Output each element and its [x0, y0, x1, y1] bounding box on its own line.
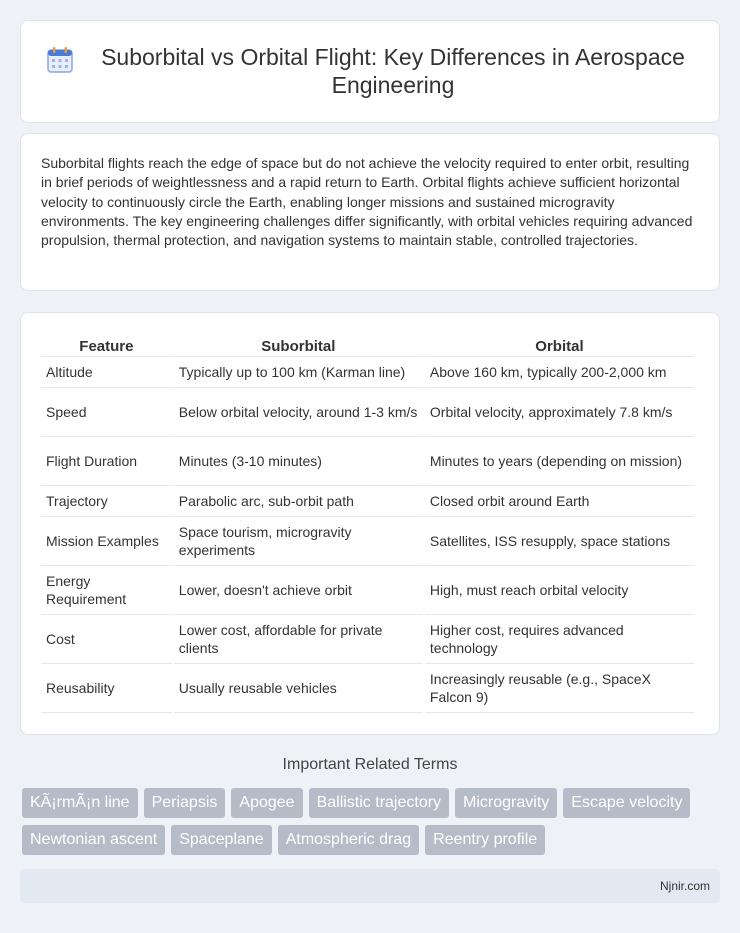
cell-orbital: High, must reach orbital velocity: [425, 566, 694, 615]
related-term-tag[interactable]: Newtonian ascent: [22, 825, 165, 855]
cell-suborbital: Lower cost, affordable for private clients: [174, 615, 423, 664]
comparison-table-card: [20, 312, 720, 735]
table-row: [41, 615, 694, 664]
cell-orbital: Minutes to years (depending on mission): [425, 437, 694, 486]
cell-suborbital: Space tourism, microgravity experiments: [174, 517, 423, 566]
related-term-tag[interactable]: Ballistic trajectory: [309, 788, 449, 818]
cell-suborbital: Typically up to 100 km (Karman line): [174, 357, 423, 388]
cell-orbital: Above 160 km, typically 200-2,000 km: [425, 357, 694, 388]
cell-feature: Speed: [41, 388, 172, 437]
cell-feature: Altitude: [41, 357, 172, 388]
intro-paragraph: Suborbital flights reach the edge of space but do not achieve the velocity required to enter orbit, resulting in brief periods of weightlessness and a rapid return to Earth. Orbital flights achieve sufficient horizontal velocity to continuously circle the Earth, enabling longer missions and sustained microgravity environments. The key engineering challenges differ significantly, with orbital vehicles requiring advanced propulsion, thermal protection, and navigation systems to maintain stable, controlled trajectories.: [41, 155, 693, 249]
header-orbital: Orbital: [425, 333, 694, 357]
cell-orbital: Closed orbit around Earth: [425, 486, 694, 517]
calendar-icon: [45, 45, 75, 75]
page-title: Suborbital vs Orbital Flight: Key Differences in Aerospace Engineering: [101, 44, 685, 98]
table-row: [41, 517, 694, 566]
footer-bar: [20, 869, 720, 903]
cell-orbital: Satellites, ISS resupply, space stations: [425, 517, 694, 566]
comparison-table: [39, 333, 696, 713]
related-term-tag[interactable]: Spaceplane: [171, 825, 272, 855]
related-term-tag[interactable]: KÃ¡rmÃ¡n line: [22, 788, 138, 818]
related-terms-title: Important Related Terms: [282, 756, 458, 773]
cell-orbital: Higher cost, requires advanced technology: [425, 615, 694, 664]
related-term-tag[interactable]: Apogee: [231, 788, 302, 818]
related-terms-list: [22, 788, 722, 862]
cell-suborbital: Usually reusable vehicles: [174, 664, 423, 713]
cell-orbital: Orbital velocity, approximately 7.8 km/s: [425, 388, 694, 437]
header-suborbital: Suborbital: [174, 333, 423, 357]
header-card: [20, 20, 720, 123]
cell-suborbital: Parabolic arc, sub-orbit path: [174, 486, 423, 517]
table-row: [41, 357, 694, 388]
related-term-tag[interactable]: Escape velocity: [563, 788, 690, 818]
table-row: [41, 388, 694, 437]
related-term-tag[interactable]: Microgravity: [455, 788, 557, 818]
table-row: [41, 566, 694, 615]
table-row: [41, 486, 694, 517]
table-header-row: [41, 333, 694, 357]
table-row: [41, 664, 694, 713]
cell-feature: Energy Requirement: [41, 566, 172, 615]
intro-card: [20, 133, 720, 291]
related-term-tag[interactable]: Atmospheric drag: [278, 825, 419, 855]
cell-orbital: Increasingly reusable (e.g., SpaceX Falcon 9): [425, 664, 694, 713]
cell-feature: Reusability: [41, 664, 172, 713]
cell-feature: Mission Examples: [41, 517, 172, 566]
table-row: [41, 437, 694, 486]
cell-suborbital: Lower, doesn't achieve orbit: [174, 566, 423, 615]
cell-feature: Flight Duration: [41, 437, 172, 486]
cell-feature: Cost: [41, 615, 172, 664]
cell-feature: Trajectory: [41, 486, 172, 517]
related-term-tag[interactable]: Periapsis: [144, 788, 226, 818]
cell-suborbital: Minutes (3-10 minutes): [174, 437, 423, 486]
footer-site-link[interactable]: Njnir.com: [659, 879, 710, 893]
related-term-tag[interactable]: Reentry profile: [425, 825, 545, 855]
cell-suborbital: Below orbital velocity, around 1-3 km/s: [174, 388, 423, 437]
header-feature: Feature: [41, 333, 172, 357]
